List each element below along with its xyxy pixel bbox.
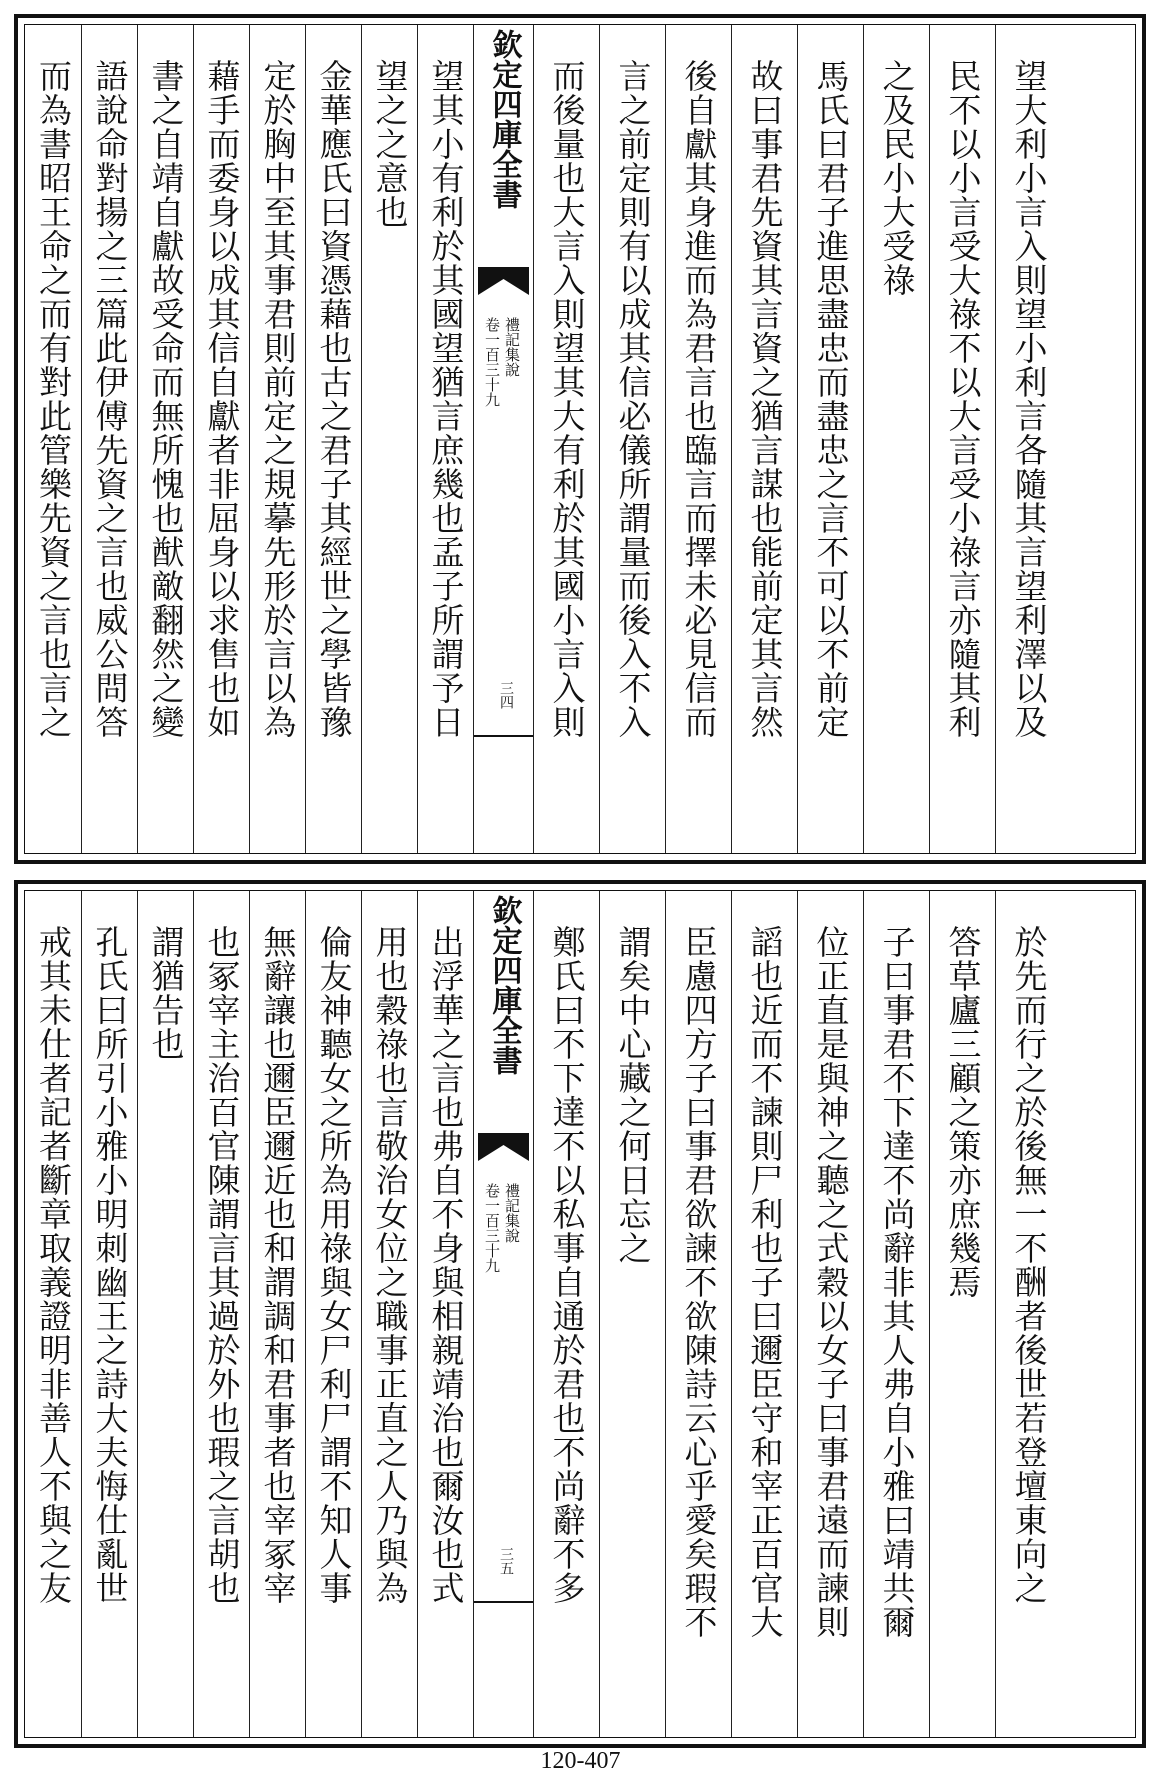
page-footer-number: 120-407	[540, 1748, 621, 1774]
text-column: 藉手而委身以成其信自獻者非屈身以求售也如	[193, 25, 249, 853]
fold-rule	[474, 735, 533, 737]
volume-number: 卷一百三十九	[483, 1183, 501, 1273]
text-column: 語說命對揚之三篇此伊傅先資之言也威公問答	[81, 25, 137, 853]
text-column: 謟也近而不諫則尸利也子曰邇臣守和宰正百官大	[731, 891, 797, 1737]
text-column: 定於胸中至其事君則前定之規摹先形於言以為	[249, 25, 305, 853]
text-column: 馬氏曰君子進思盡忠而盡忠之言不可以不前定	[797, 25, 863, 853]
fold-rule	[474, 1601, 533, 1603]
fishtail-mark	[478, 1133, 529, 1161]
text-column: 言之前定則有以成其信必儀所謂量而後入不入	[599, 25, 665, 853]
text-column: 書之自靖自獻故受命而無所愧也猷敵翻然之變	[137, 25, 193, 853]
text-column: 而為書昭王命之而有對此管樂先資之言也言之	[34, 59, 73, 739]
text-column: 孔氏曰所引小雅小明刺幽王之詩大夫悔仕亂世	[81, 891, 137, 1737]
text-column: 倫友神聽女之所為用祿與女尸利尸謂不知人事	[305, 891, 361, 1737]
text-column: 金華應氏曰資憑藉也古之君子其經世之學皆豫	[305, 25, 361, 853]
text-column: 子曰事君不下達不尚辭非其人弗自小雅曰靖共爾	[863, 891, 929, 1737]
bottom-page-inner	[24, 890, 1136, 1738]
volume-number: 卷一百三十九	[483, 317, 501, 407]
bottom-page-frame	[14, 880, 1146, 1748]
text-column: 臣慮四方子曰事君欲諫不欲陳詩云心乎愛矣瑕不	[665, 891, 731, 1737]
text-column: 望其小有利於其國望猶言庶幾也孟子所謂予日	[417, 25, 473, 853]
top-page-frame	[14, 14, 1146, 864]
book-title: 禮記集說	[503, 1183, 521, 1243]
text-column: 望大利小言入則望小利言各隨其言望利澤以及	[995, 25, 1061, 853]
text-column: 民不以小言受大祿不以大言受小祿言亦隨其利	[929, 25, 995, 853]
text-column: 鄭氏曰不下達不以私事自通於君也不尚辭不多	[533, 891, 599, 1737]
collection-title: 欽定四庫全書	[486, 895, 522, 1075]
center-fold-column	[473, 25, 533, 853]
text-column: 後自獻其身進而為君言也臨言而擇未必見信而	[665, 25, 731, 853]
text-column: 用也穀祿也言敬治女位之職事正直之人乃與為	[361, 891, 417, 1737]
text-column: 答草廬三顧之策亦庶幾焉	[929, 891, 995, 1737]
page-number: 三四	[498, 681, 514, 709]
text-column: 故曰事君先資其言資之猶言謀也能前定其言然	[731, 25, 797, 853]
page-number: 三五	[498, 1547, 514, 1575]
text-column: 也冢宰主治百官陳謂言其過於外也瑕之言胡也	[193, 891, 249, 1737]
fishtail-mark	[478, 267, 529, 295]
text-column: 之及民小大受祿	[863, 25, 929, 853]
text-column: 位正直是與神之聽之式穀以女子曰事君遠而諫則	[797, 891, 863, 1737]
collection-title: 欽定四庫全書	[486, 29, 522, 209]
text-column: 無辭讓也邇臣邇近也和謂調和君事者也宰冢宰	[249, 891, 305, 1737]
top-page-inner	[24, 24, 1136, 854]
text-column: 望之之意也	[361, 25, 417, 853]
text-column: 謂猶告也	[137, 891, 193, 1737]
text-column: 於先而行之於後無一不酬者後世若登壇東向之	[995, 891, 1061, 1737]
center-fold-column	[473, 891, 533, 1737]
text-column: 出浮華之言也弗自不身與相親靖治也爾汝也式	[417, 891, 473, 1737]
text-column: 而後量也大言入則望其大有利於其國小言入則	[533, 25, 599, 853]
text-column: 謂矣中心藏之何日忘之	[599, 891, 665, 1737]
book-title: 禮記集說	[503, 317, 521, 377]
text-column: 戒其未仕者記者斷章取義證明非善人不與之友	[34, 925, 73, 1605]
